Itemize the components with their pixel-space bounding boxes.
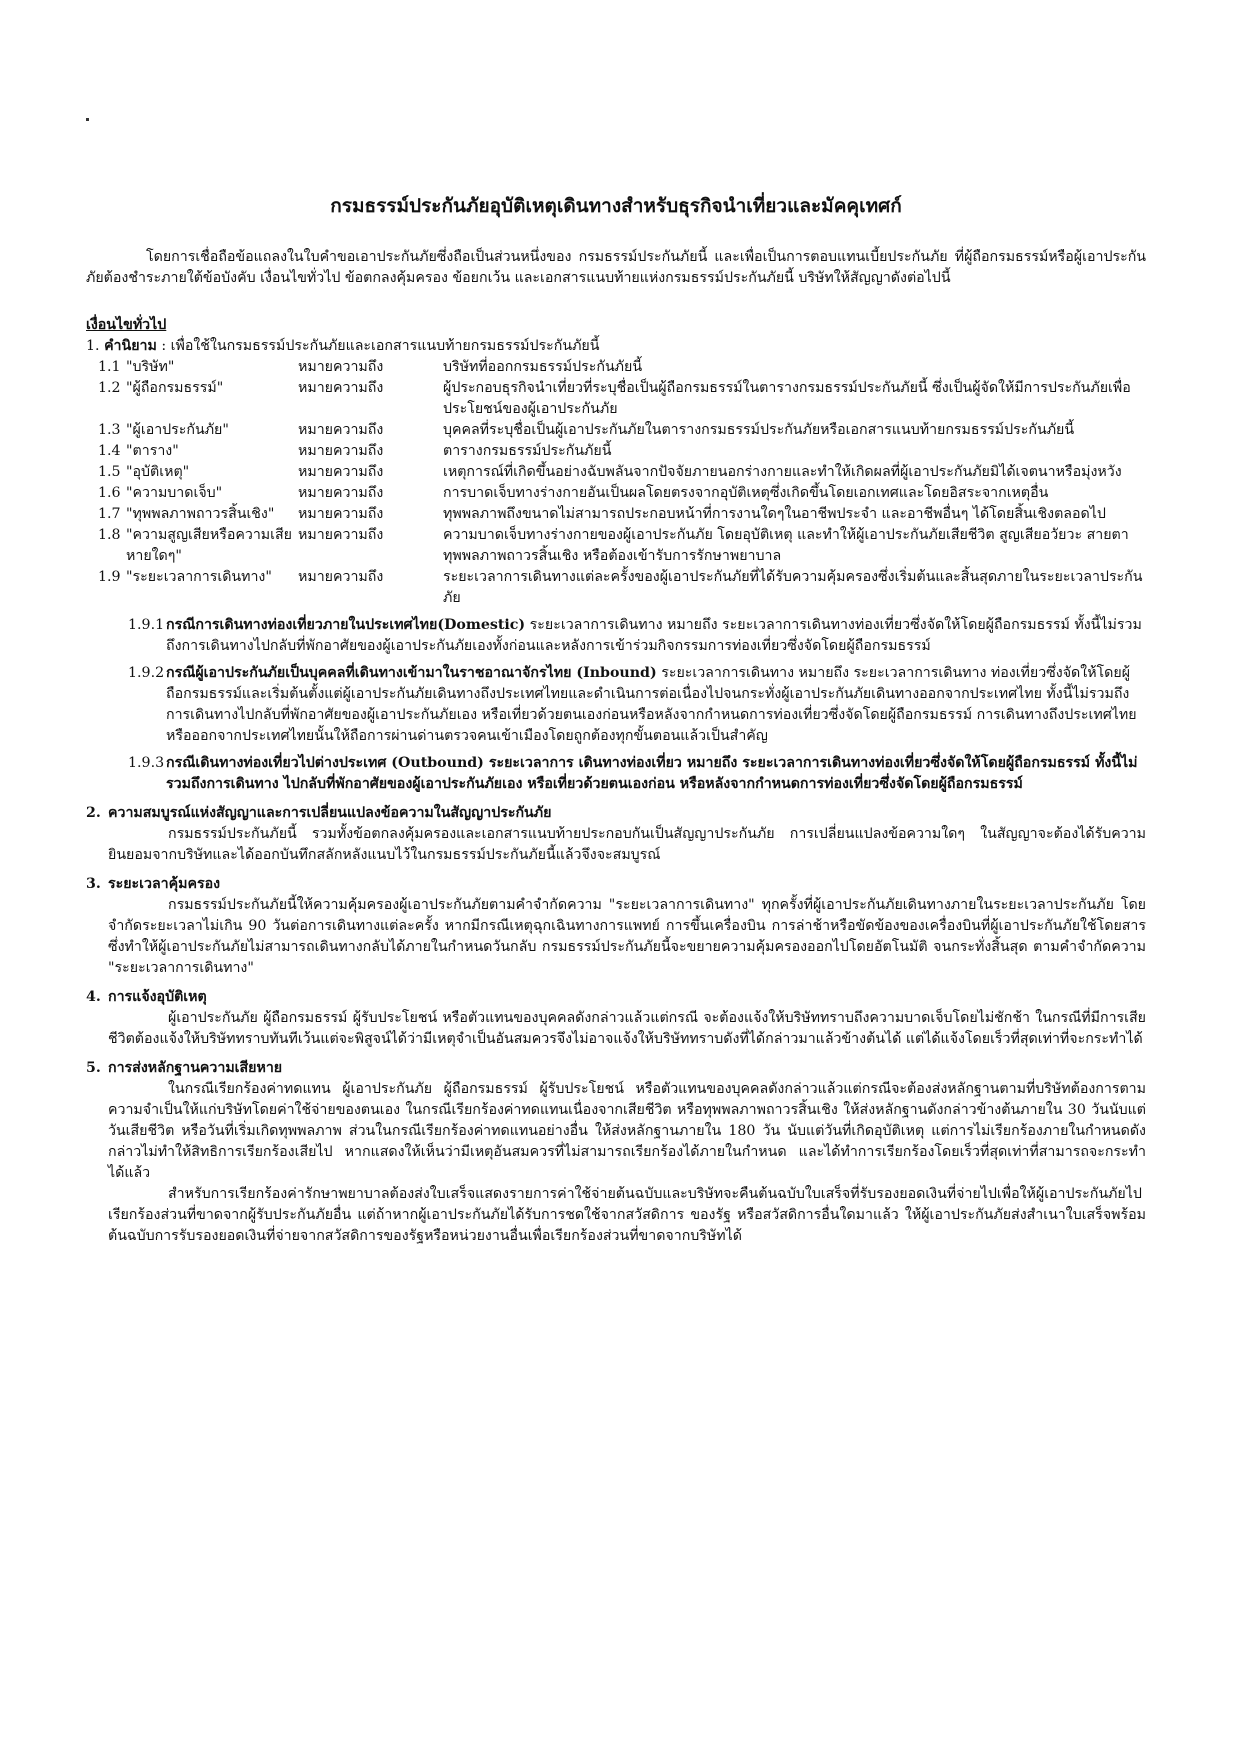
definition-row: 1.4 "ตาราง" หมายความถึง ตารางกรมธรรม์ประกันภัยนี้ [98, 443, 612, 459]
section-3 [86, 874, 1146, 979]
definition-row: 1.5 "อุบัติเหตุ" หมายความถึง เหตุการณ์ที่เกิดขึ้นอย่างฉับพลันจากปัจจัยภายนอกร่างกายและทำให้เกิดผลที่ผู้เอาประกันภัยมิได้เจตนาหรือมุ่งหวัง [98, 464, 1122, 480]
section-heading: 3. ระยะเวลาคุ้มครอง [86, 876, 221, 892]
section-1 [86, 336, 1146, 795]
definition-row: 1.1 "บริษัท" หมายความถึง บริษัทที่ออกกรมธรรม์ประกันภัยนี้ [98, 359, 643, 375]
definition-row: 1.9 "ระยะเวลาการเดินทาง" หมายความถึง ระยะเวลาการเดินทางแต่ละครั้งของผู้เอาประกันภัยที่ได้รับความคุ้มครองซึ่งเริ่มต้นและสิ้นสุดภายในระยะเวลาประกันภัย [98, 569, 1143, 606]
section-4 [86, 987, 1146, 1050]
definition-row: 1.8 "ความสูญเสียหรือความเสียหายใดๆ" หมายความถึง ความบาดเจ็บทางร่างกายของผู้เอาประกันภัย โดยอุบัติเหตุ และทำให้ผู้เอาประกันภัยเสียชีวิต สูญเสียอวัยวะ สายตา ทุพพลภาพถาวรสิ้นเชิง หรือต้องเข้ารับการรักษาพยาบาล [98, 527, 1129, 564]
subclause-1-9-1: 1.9.1 กรณีการเดินทางท่องเที่ยวภายในประเทศไทย(Domestic) ระยะเวลาการเดินทาง หมายถึง ระยะเวลาการเดินทางท่องเที่ยวซึ่งจัดให้โดยผู้ถือกรมธรรม์ ทั้งนี้ไม่รวมถึงการเดินทางไปกลับที่พักอาศัยของผู้เอาประกันภัยเองทั้งก่อนและหลังการเข้าร่วมกิจกรรมการท่องเที่ยวซึ่งจัดโดยผู้ถือกรมธรรม์ [128, 617, 1142, 654]
definition-row: 1.6 "ความบาดเจ็บ" หมายความถึง การบาดเจ็บทางร่างกายอันเป็นผลโดยตรงจากอุบัติเหตุซึ่งเกิดขึ้นโดยเอกเทศและโดยอิสระจากเหตุอื่น [98, 485, 1049, 501]
general-conditions-heading: เงื่อนไขทั่วไป [86, 317, 167, 333]
stray-mark [86, 118, 89, 121]
section-1-heading: 1. คำนิยาม : เพื่อใช้ในกรมธรรม์ประกันภัยและเอกสารแนบท้ายกรมธรรม์ประกันภัยนี้ [86, 338, 600, 354]
subclause-1-9-2: 1.9.2 กรณีผู้เอาประกันภัยเป็นบุคคลที่เดินทางเข้ามาในราชอาณาจักรไทย (Inbound) ระยะเวลาการเดินทาง หมายถึง ระยะเวลาการเดินทาง ท่องเที่ยวซึ่งจัดให้โดยผู้ถือกรมธรรม์และเริ่มต้นตั้งแต่ผู้เอาประกันภัยเดินทางถึงประเทศไทยและดำเนินการต่อเนื่องไปจนกระทั่งผู้เอาประกันภัยเดินทางออกจากประเทศไทย ทั้งนี้ไม่รวมถึงการเดินทางไปกลับที่พักอาศัยของผู้เอาประกันภัยเอง หรือเที่ยวด้วยตนเองก่อนหรือหลังจากกำหนดการท่องเที่ยวซึ่งจัดโดยผู้ถือกรมธรรม์ การเดินทางถึงประเทศไทยหรือออกจากประเทศไทยนั้นให้ถือการผ่านด่านตรวจคนเข้าเมืองโดยถูกต้องทุกขั้นตอนแล้วเป็นสำคัญ [128, 665, 1137, 744]
definition-row: 1.2 "ผู้ถือกรมธรรม์" หมายความถึง ผู้ประกอบธุรกิจนำเที่ยวที่ระบุชื่อเป็นผู้ถือกรมธรรม์ในตารางกรมธรรม์ประกันภัยนี้ ซึ่งเป็นผู้จัดให้มีการประกันภัยเพื่อประโยชน์ของผู้เอาประกันภัย [98, 380, 1131, 417]
section-heading: 5. การส่งหลักฐานความเสียหาย [86, 1060, 283, 1076]
document-title: กรมธรรม์ประกันภัยอุบัติเหตุเดินทางสำหรับธุรกิจนำเที่ยวและมัคคุเทศก์ [330, 195, 902, 217]
section-5 [86, 1058, 1146, 1247]
intro-paragraph: โดยการเชื่อถือข้อแถลงในใบคำขอเอาประกันภัยซึ่งถือเป็นส่วนหนึ่งของ กรมธรรม์ประกันภัยนี้ และเพื่อเป็นการตอบแทนเบี้ยประกันภัย ที่ผู้ถือกรมธรรม์หรือผู้เอาประกันภัยต้องชำระภายใต้ข้อบังคับ เงื่อนไขทั่วไป ข้อตกลงคุ้มครอง ข้อยกเว้น และเอกสารแนบท้ายแห่งกรมธรรม์ประกันภัยนี้ บริษัทให้สัญญาดังต่อไปนี้ [86, 249, 1146, 286]
policy-document [86, 196, 1146, 1247]
subclause-1-9-3: 1.9.3 กรณีเดินทางท่องเที่ยวไปต่างประเทศ (Outbound) ระยะเวลาการ เดินทางท่องเที่ยว หมายถึง ระยะเวลาการเดินทางท่องเที่ยวซึ่งจัดให้โดยผู้ถือกรมธรรม์ ทั้งนี้ไม่รวมถึงการเดินทาง ไปกลับที่พักอาศัยของผู้เอาประกันภัยเอง หรือเที่ยวด้วยตนเองก่อน หรือหลังจากกำหนดการท่องเที่ยวซึ่งจัดโดยผู้ถือกรมธรรม์ [128, 755, 1138, 792]
definition-row: 1.7 "ทุพพลภาพถาวรสิ้นเชิง" หมายความถึง ทุพพลภาพถึงขนาดไม่สามารถประกอบหน้าที่การงานใดๆในอาชีพประจำ และอาชีพอื่นๆ ได้โดยสิ้นเชิงตลอดไป [98, 506, 1106, 522]
definition-row: 1.3 "ผู้เอาประกันภัย" หมายความถึง บุคคลที่ระบุชื่อเป็นผู้เอาประกันภัยในตารางกรมธรรม์ประกันภัยหรือเอกสารแนบท้ายกรมธรรม์ประกันภัยนี้ [98, 422, 1075, 438]
definitions-list [98, 357, 1146, 609]
section-paragraph: กรมธรรม์ประกันภัยนี้ให้ความคุ้มครองผู้เอาประกันภัยตามคำจำกัดความ "ระยะเวลาการเดินทาง" ทุกครั้งที่ผู้เอาประกันภัยเดินทางภายในระยะเวลาประกันภัย โดยจำกัดระยะเวลาไม่เกิน 90 วันต่อการเดินทางแต่ละครั้ง หากมีกรณีเหตุฉุกเฉินทางการแพทย์ การขึ้นเครื่องบิน การล่าช้าหรือขัดข้องของเครื่องบินที่ผู้เอาประกันภัยใช้โดยสาร ซึ่งทำให้ผู้เอาประกันภัยไม่สามารถเดินทางกลับได้ภายในกำหนดวันกลับ กรมธรรม์ประกันภัยนี้จะขยายความคุ้มครองออกไปโดยอัตโนมัติ จนกระทั่งสิ้นสุด ตามคำจำกัดความ "ระยะเวลาการเดินทาง" [108, 897, 1146, 976]
section-paragraph: กรมธรรม์ประกันภัยนี้ รวมทั้งข้อตกลงคุ้มครองและเอกสารแนบท้ายประกอบกันเป็นสัญญาประกันภัย การเปลี่ยนแปลงข้อความใดๆ ในสัญญาจะต้องได้รับความยินยอมจากบริษัทและได้ออกบันทึกสลักหลังแนบไว้ในกรมธรรม์ประกันภัยนี้แล้วจึงจะสมบูรณ์ [108, 826, 1146, 863]
section-paragraph: ในกรณีเรียกร้องค่าทดแทน ผู้เอาประกันภัย ผู้ถือกรมธรรม์ ผู้รับประโยชน์ หรือตัวแทนของบุคคลดังกล่าวแล้วแต่กรณีจะต้องส่งหลักฐานตามที่บริษัทต้องการตามความจำเป็นให้แก่บริษัทโดยค่าใช้จ่ายของตนเอง ในกรณีเรียกร้องค่าทดแทนเนื่องจากเสียชีวิต หรือทุพพลภาพถาวรสิ้นเชิง ให้ส่งหลักฐานดังกล่าวข้างต้นภายใน 30 วันนับแต่วันเสียชีวิต หรือวันที่เริ่มเกิดทุพพลภาพ ส่วนในกรณีเรียกร้องค่าทดแทนอย่างอื่น ให้ส่งหลักฐานภายใน 180 วัน นับแต่วันที่เกิดอุบัติเหตุ แต่การไม่เรียกร้องภายในกำหนดดังกล่าวไม่ทำให้สิทธิการเรียกร้องเสียไป หากแสดงให้เห็นว่ามีเหตุอันสมควรที่ไม่สามารถเรียกร้องได้ภายในกำหนด และได้ทำการเรียกร้องโดยเร็วที่สุดเท่าที่สามารถจะกระทำได้แล้ว [108, 1081, 1147, 1181]
section-heading: 2. ความสมบูรณ์แห่งสัญญาและการเปลี่ยนแปลงข้อความในสัญญาประกันภัย [86, 805, 552, 821]
section-paragraph: ผู้เอาประกันภัย ผู้ถือกรมธรรม์ ผู้รับประโยชน์ หรือตัวแทนของบุคคลดังกล่าวแล้วแต่กรณี จะต้องแจ้งให้บริษัททราบถึงความบาดเจ็บโดยไม่ชักช้า ในกรณีที่มีการเสียชีวิตต้องแจ้งให้บริษัททราบทันทีเว้นแต่จะพิสูจน์ได้ว่ามีเหตุจำเป็นอันสมควรจึงไม่อาจแจ้งให้บริษัททราบดังที่ได้กล่าวมาแล้วข้างต้นได้ แต่ได้แจ้งโดยเร็วที่สุดเท่าที่จะกระทำได้ [108, 1010, 1146, 1047]
section-heading: 4. การแจ้งอุบัติเหตุ [86, 989, 207, 1005]
section-2 [86, 803, 1146, 866]
section-paragraph: สำหรับการเรียกร้องค่ารักษาพยาบาลต้องส่งใบเสร็จแสดงรายการค่าใช้จ่ายต้นฉบับและบริษัทจะคืนต้นฉบับใบเสร็จที่รับรองยอดเงินที่จ่ายไปเพื่อให้ผู้เอาประกันภัยไปเรียกร้องส่วนที่ขาดจากผู้รับประกันภัยอื่น แต่ถ้าหากผู้เอาประกันภัยได้รับการชดใช้จากสวัสดิการ ของรัฐ หรือสวัสดิการอื่นใดมาแล้ว ให้ผู้เอาประกันภัยส่งสำเนาใบเสร็จพร้อมต้นฉบับการรับรองยอดเงินที่จ่ายจากสวัสดิการของรัฐหรือหน่วยงานอื่นเพื่อเรียกร้องส่วนที่ขาดจากบริษัทได้ [108, 1186, 1146, 1244]
